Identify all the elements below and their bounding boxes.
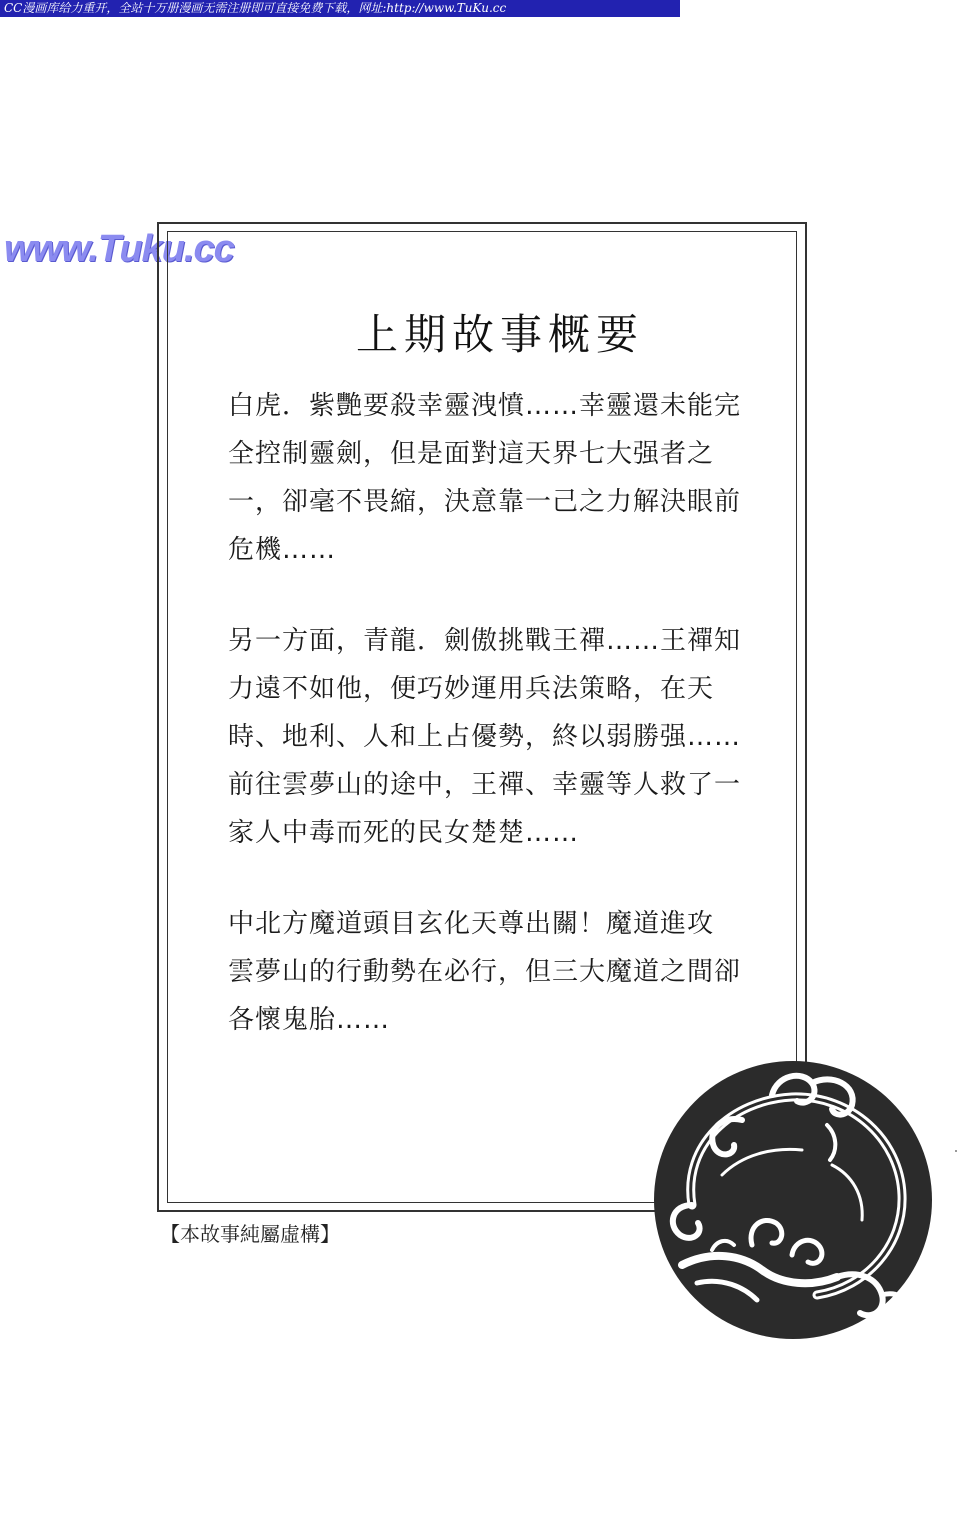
summary-line: 白虎．紫艷要殺幸靈洩憤……幸靈還未能完 — [228, 391, 742, 421]
page-title: 上期故事概要 — [355, 310, 644, 359]
summary-paragraph — [228, 382, 758, 574]
summary-line: 雲夢山的行動勢在必行，但三大魔道之間卻 — [228, 957, 742, 987]
summary-line: 全控制靈劍，但是面對這天界七大强者之 — [228, 439, 715, 469]
summary-line: 中北方魔道頭目玄化天尊出關！魔道進攻 — [228, 909, 715, 939]
summary-line: 家人中毒而死的民女楚楚…… — [228, 818, 580, 848]
summary-line: 前往雲夢山的途中，王禪、幸靈等人救了一 — [228, 770, 742, 800]
disclaimer-note: 【本故事純屬虛構】 — [160, 1222, 340, 1246]
summary-paragraph — [228, 900, 758, 1044]
summary-line: 一，卻毫不畏縮，決意靠一己之力解決眼前 — [228, 487, 742, 517]
summary-line: 力遠不如他，便巧妙運用兵法策略，在天 — [228, 674, 715, 704]
print-speck — [955, 1150, 957, 1152]
summary-line: 另一方面，青龍．劍傲挑戰王禪……王禪知 — [228, 626, 742, 656]
summary-line: 各懷鬼胎…… — [228, 1005, 391, 1035]
summary-body — [228, 382, 758, 1087]
top-banner: CC漫画库给力重开，全站十万册漫画无需注册即可直接免费下载，网址:http://www.TuKu.cc — [0, 0, 680, 17]
summary-line: 時、地利、人和上占優勢，終以弱勝强…… — [228, 722, 742, 752]
summary-line: 危機…… — [228, 535, 337, 565]
dragon-scroll-emblem-icon — [652, 1055, 934, 1345]
watermark-text: www.Tuku.cc — [4, 228, 234, 270]
summary-paragraph — [228, 617, 758, 857]
